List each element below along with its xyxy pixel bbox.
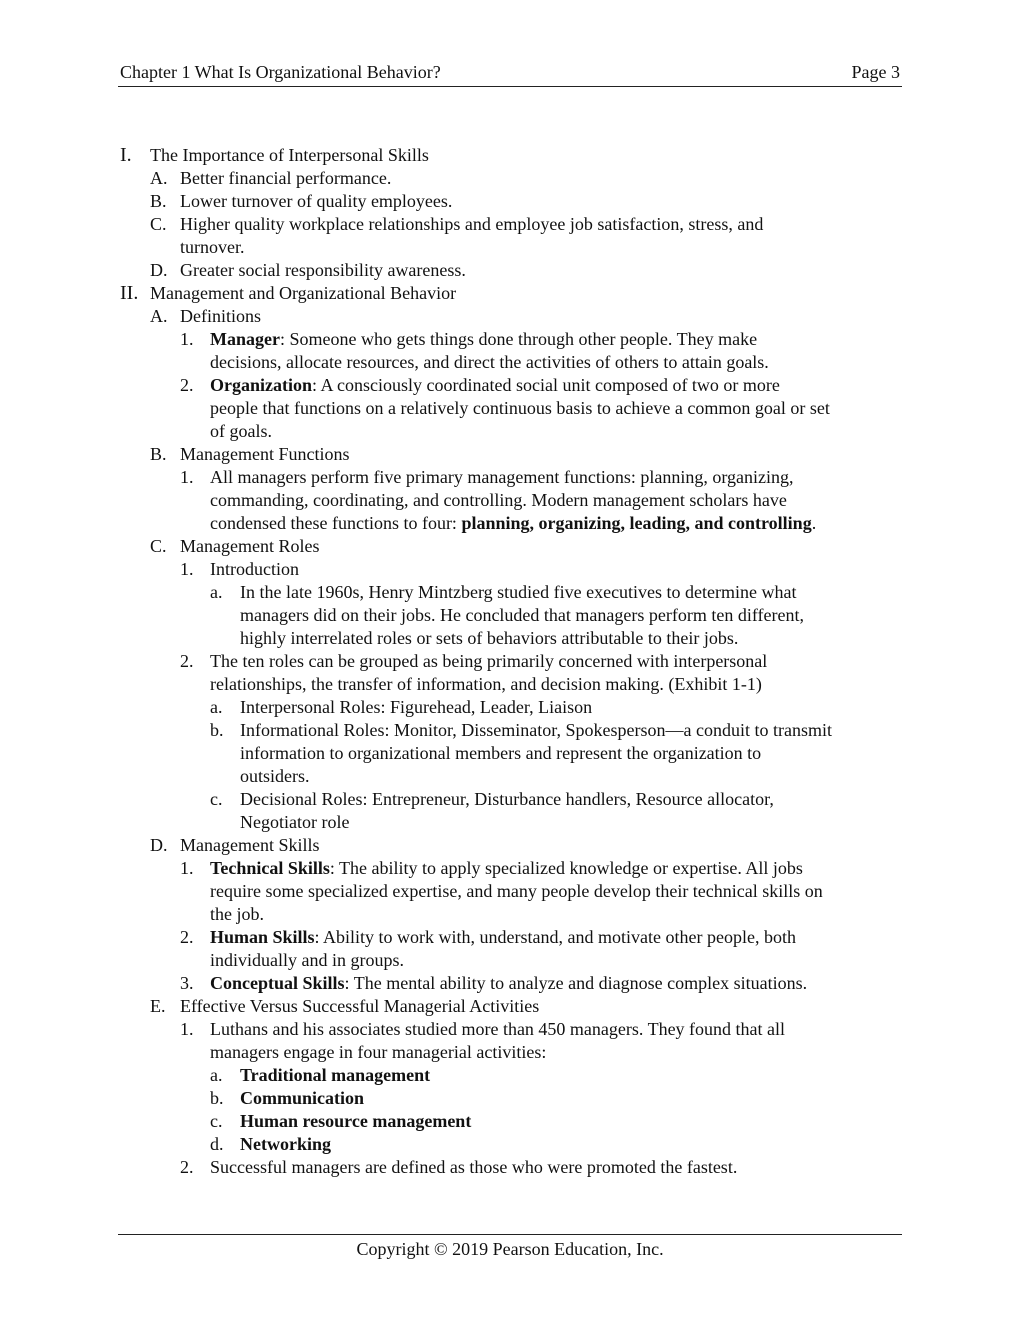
- outline-marker: B.: [150, 191, 167, 211]
- item-text: In the late 1960s, Henry Mintzberg studied five executives to determine what: [240, 582, 797, 602]
- outline-subitem-continued: [118, 949, 908, 972]
- definition-text: : Ability to work with, understand, and motivate other people, both: [314, 927, 796, 947]
- outline-marker: c.: [210, 1111, 223, 1131]
- outline-marker: a.: [210, 697, 223, 717]
- outline-marker: 2.: [180, 1157, 194, 1177]
- term: Organization: [210, 375, 312, 395]
- outline-marker: 1.: [180, 858, 194, 878]
- definition-text: the job.: [210, 904, 264, 924]
- outline-subitem: [118, 328, 908, 351]
- outline-marker: II.: [120, 282, 139, 304]
- outline-subitem-continued: [118, 397, 908, 420]
- item-text: condensed these functions to four:: [210, 513, 462, 533]
- item-text: Successful managers are defined as those who were promoted the fastest.: [210, 1157, 738, 1177]
- item-text: Negotiator role: [240, 812, 350, 832]
- outline-marker: 1.: [180, 467, 194, 487]
- definition-text: individually and in groups.: [210, 950, 404, 970]
- item-text: Informational Roles: Monitor, Disseminator, Spokesperson—a conduit to transmit: [240, 720, 832, 740]
- outline-item: [118, 259, 908, 282]
- item-text: Greater social responsibility awareness.: [180, 260, 466, 280]
- outline-subitem: [118, 972, 908, 995]
- outline-item: [118, 305, 908, 328]
- outline-subsubitem: [118, 788, 908, 811]
- item-text: information to organizational members and represent the organization to: [240, 743, 762, 763]
- outline-marker: E.: [150, 996, 166, 1016]
- item-text: commanding, coordinating, and controlling. Modern management scholars have: [210, 490, 787, 510]
- outline-item: [118, 995, 908, 1018]
- outline-marker: 3.: [180, 973, 194, 993]
- definition-text: decisions, allocate resources, and direct the activities of others to attain goals.: [210, 352, 769, 372]
- outline-marker: b.: [210, 720, 224, 740]
- outline-marker: A.: [150, 168, 168, 188]
- outline-item: [118, 167, 908, 190]
- outline-marker: a.: [210, 1065, 223, 1085]
- outline-marker: 1.: [180, 329, 194, 349]
- outline-subitem-continued: [118, 673, 908, 696]
- definition-text: require some specialized expertise, and many people develop their technical skills on: [210, 881, 823, 901]
- outline-marker: c.: [210, 789, 223, 809]
- item-text: highly interrelated roles or sets of behaviors attributable to their jobs.: [240, 628, 739, 648]
- outline-subsubitem: [118, 1133, 908, 1156]
- section-heading: [118, 144, 908, 167]
- outline-subitem-continued: [118, 351, 908, 374]
- outline-subitem-continued: [118, 512, 908, 535]
- definition-text: : The ability to apply specialized knowledge or expertise. All jobs: [329, 858, 803, 878]
- outline-marker: D.: [150, 260, 168, 280]
- definition-text: : Someone who gets things done through other people. They make: [279, 329, 758, 349]
- item-text: Definitions: [180, 306, 261, 326]
- page-header: [118, 60, 902, 87]
- item-text: Luthans and his associates studied more than 450 managers. They found that all: [210, 1019, 786, 1039]
- outline-marker: b.: [210, 1088, 224, 1108]
- definition-text: : The mental ability to analyze and diagnose complex situations.: [344, 973, 808, 993]
- item-text: Management Roles: [180, 536, 320, 556]
- outline-subitem-continued: [118, 1041, 908, 1064]
- outline-subitem: [118, 558, 908, 581]
- section-heading: [118, 282, 908, 305]
- outline-subitem-continued: [118, 903, 908, 926]
- item-text: turnover.: [180, 237, 245, 257]
- outline-subsubitem: [118, 1087, 908, 1110]
- item-text: .: [811, 513, 817, 533]
- chapter-title: Chapter 1 What Is Organizational Behavior?: [120, 62, 441, 82]
- item-text: relationships, the transfer of information, and decision making. (Exhibit 1-1): [210, 674, 762, 694]
- outline-item: [118, 213, 908, 236]
- term: Human Skills: [210, 927, 315, 947]
- outline-subitem: [118, 1018, 908, 1041]
- outline-subsubitem: [118, 581, 908, 604]
- outline-item: [118, 834, 908, 857]
- item-text: Interpersonal Roles: Figurehead, Leader, Liaison: [240, 697, 593, 717]
- outline-marker: 1.: [180, 1019, 194, 1039]
- outline-subitem: [118, 466, 908, 489]
- outline-marker: A.: [150, 306, 168, 326]
- outline-subsubitem: [118, 1064, 908, 1087]
- item-text: outsiders.: [240, 766, 310, 786]
- section-title: The Importance of Interpersonal Skills: [150, 145, 429, 165]
- outline-subsubitem: [118, 719, 908, 742]
- outline-subsubitem: [118, 696, 908, 719]
- outline-subitem: [118, 926, 908, 949]
- copyright-text: Copyright © 2019 Pearson Education, Inc.: [356, 1239, 664, 1259]
- outline-item: [118, 535, 908, 558]
- outline-subsubitem-continued: [118, 604, 908, 627]
- outline-marker: I.: [120, 144, 132, 166]
- outline-marker: 2.: [180, 375, 194, 395]
- outline-item: [118, 443, 908, 466]
- functions-emphasis: planning, organizing, leading, and controlling: [461, 513, 812, 533]
- item-text: managers engage in four managerial activities:: [210, 1042, 547, 1062]
- item-text: The ten roles can be grouped as being primarily concerned with interpersonal: [210, 651, 768, 671]
- outline-subitem: [118, 857, 908, 880]
- outline-marker: 2.: [180, 927, 194, 947]
- activity-name: Human resource management: [240, 1111, 472, 1131]
- item-text: managers did on their jobs. He concluded that managers perform ten different,: [240, 605, 804, 625]
- outline-subitem: [118, 374, 908, 397]
- activity-name: Networking: [240, 1134, 331, 1154]
- outline-item-continued: [118, 236, 908, 259]
- outline-subsubitem-continued: [118, 765, 908, 788]
- activity-name: Traditional management: [240, 1065, 431, 1085]
- definition-text: : A consciously coordinated social unit composed of two or more: [312, 375, 780, 395]
- outline-marker: D.: [150, 835, 168, 855]
- definition-text: people that functions on a relatively continuous basis to achieve a common goal or set: [210, 398, 830, 418]
- outline-marker: a.: [210, 582, 223, 602]
- outline-subsubitem-continued: [118, 811, 908, 834]
- term: Conceptual Skills: [210, 973, 345, 993]
- item-text: Better financial performance.: [180, 168, 392, 188]
- term: Technical Skills: [210, 858, 330, 878]
- item-text: Management Functions: [180, 444, 350, 464]
- outline-subsubitem-continued: [118, 742, 908, 765]
- outline-subitem-continued: [118, 420, 908, 443]
- item-text: Effective Versus Successful Managerial Activities: [180, 996, 540, 1016]
- page-footer: [118, 1234, 902, 1260]
- outline-item: [118, 190, 908, 213]
- item-text: Higher quality workplace relationships and employee job satisfaction, stress, and: [180, 214, 764, 234]
- outline-marker: C.: [150, 214, 167, 234]
- item-text: Decisional Roles: Entrepreneur, Disturbance handlers, Resource allocator,: [240, 789, 774, 809]
- item-text: Introduction: [210, 559, 299, 579]
- outline-marker: 1.: [180, 559, 194, 579]
- item-text: Management Skills: [180, 835, 320, 855]
- outline-subitem-continued: [118, 489, 908, 512]
- outline-subitem: [118, 650, 908, 673]
- outline-marker: C.: [150, 536, 167, 556]
- definition-text: of goals.: [210, 421, 272, 441]
- section-title: Management and Organizational Behavior: [150, 283, 457, 303]
- outline-marker: d.: [210, 1134, 224, 1154]
- outline-subitem-continued: [118, 880, 908, 903]
- outline-subsubitem-continued: [118, 627, 908, 650]
- outline-marker: B.: [150, 444, 167, 464]
- page-number: Page 3: [851, 62, 900, 82]
- outline: [118, 144, 908, 1179]
- item-text: Lower turnover of quality employees.: [180, 191, 453, 211]
- item-text: All managers perform five primary management functions: planning, organizing,: [210, 467, 794, 487]
- outline-subitem: [118, 1156, 908, 1179]
- outline-subsubitem: [118, 1110, 908, 1133]
- activity-name: Communication: [240, 1088, 365, 1108]
- outline-marker: 2.: [180, 651, 194, 671]
- term: Manager: [210, 329, 280, 349]
